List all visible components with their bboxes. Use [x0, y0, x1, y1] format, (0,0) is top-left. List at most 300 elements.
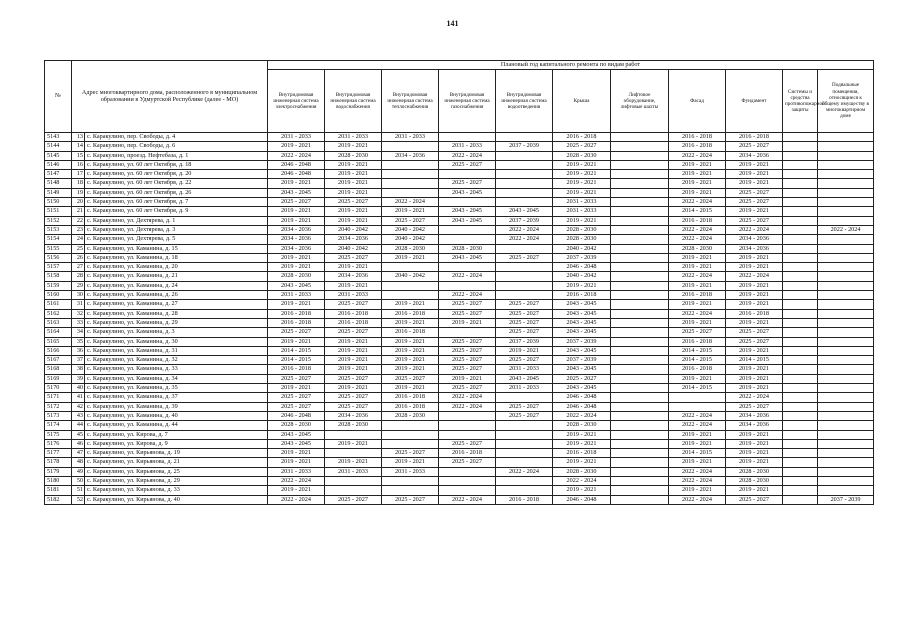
row-period-cell: [325, 476, 382, 485]
row-period-cell: [818, 151, 874, 160]
row-period-cell: 2019 - 2021: [325, 281, 382, 290]
row-period-cell: 2043 - 2045: [268, 281, 325, 290]
row-period-cell: [496, 281, 553, 290]
row-period-cell: 2043 - 2045: [553, 384, 611, 393]
row-period-cell: [818, 356, 874, 365]
row-number: 5148: [45, 179, 72, 188]
row-period-cell: 2016 - 2018: [382, 328, 439, 337]
row-period-cell: [382, 179, 439, 188]
row-period-cell: 2043 - 2045: [553, 328, 611, 337]
row-period-cell: [611, 207, 669, 216]
row-period-cell: 2016 - 2018: [268, 365, 325, 374]
row-period-cell: 2019 - 2021: [669, 458, 726, 467]
row-period-cell: [611, 458, 669, 467]
row-period-cell: [496, 486, 553, 495]
row-address: с. Каракулино, ул. 60 лет Октября, д. 9: [85, 207, 268, 216]
row-period-cell: 2014 - 2015: [669, 346, 726, 355]
row-period-cell: 2043 - 2045: [439, 188, 496, 197]
table-row: [45, 421, 874, 430]
row-period-cell: [783, 384, 818, 393]
row-period-cell: 2040 - 2042: [553, 244, 611, 253]
row-period-cell: 2040 - 2042: [382, 225, 439, 234]
row-period-cell: 2016 - 2018: [726, 133, 783, 142]
row-period-cell: 2025 - 2027: [439, 160, 496, 169]
row-period-cell: [439, 328, 496, 337]
row-period-cell: 2031 - 2033: [382, 467, 439, 476]
row-period-cell: [611, 476, 669, 485]
row-period-cell: 2025 - 2027: [726, 328, 783, 337]
row-period-cell: [818, 142, 874, 151]
row-period-cell: [818, 253, 874, 262]
row-period-cell: 2025 - 2027: [726, 198, 783, 207]
row-number: 5156: [45, 253, 72, 262]
row-address: с. Каракулино, ул. Каманина, д. 39: [85, 402, 268, 411]
row-period-cell: [611, 225, 669, 234]
row-number: 5143: [45, 133, 72, 142]
row-period-cell: [818, 244, 874, 253]
table-row: [45, 486, 874, 495]
row-period-cell: 2025 - 2027: [325, 393, 382, 402]
row-period-cell: 2016 - 2018: [268, 318, 325, 327]
row-period-cell: 2019 - 2021: [726, 263, 783, 272]
row-local-number: 15: [72, 151, 85, 160]
row-period-cell: [818, 411, 874, 420]
row-period-cell: 2016 - 2018: [553, 133, 611, 142]
row-period-cell: 2019 - 2021: [726, 430, 783, 439]
row-period-cell: [783, 374, 818, 383]
row-period-cell: 2037 - 2039: [553, 337, 611, 346]
row-local-number: 14: [72, 142, 85, 151]
row-period-cell: [783, 346, 818, 355]
row-period-cell: 2019 - 2021: [268, 337, 325, 346]
header-work-type: Внутридомовая инженерная система газоснабжения: [439, 70, 496, 133]
row-number: 5149: [45, 188, 72, 197]
table-row: [45, 430, 874, 439]
row-period-cell: 2031 - 2033: [325, 291, 382, 300]
row-period-cell: 2028 - 2030: [669, 244, 726, 253]
row-period-cell: 2019 - 2021: [726, 384, 783, 393]
row-address: с. Каракулино, ул. Дехтярева, д. 5: [85, 235, 268, 244]
row-period-cell: [611, 170, 669, 179]
row-period-cell: 2046 - 2048: [553, 402, 611, 411]
row-period-cell: 2025 - 2027: [669, 328, 726, 337]
row-period-cell: 2025 - 2027: [496, 300, 553, 309]
row-period-cell: 2046 - 2048: [553, 263, 611, 272]
row-period-cell: 2043 - 2045: [439, 207, 496, 216]
row-period-cell: 2019 - 2021: [553, 430, 611, 439]
row-number: 5171: [45, 393, 72, 402]
row-period-cell: 2019 - 2021: [382, 384, 439, 393]
row-period-cell: [783, 486, 818, 495]
row-period-cell: 2019 - 2021: [268, 384, 325, 393]
row-period-cell: 2022 - 2024: [669, 272, 726, 281]
row-period-cell: [611, 365, 669, 374]
row-period-cell: 2019 - 2021: [268, 458, 325, 467]
row-period-cell: [611, 142, 669, 151]
row-period-cell: 2037 - 2039: [553, 253, 611, 262]
row-period-cell: 2025 - 2027: [268, 402, 325, 411]
row-period-cell: 2028 - 2030: [553, 467, 611, 476]
row-period-cell: 2025 - 2027: [439, 300, 496, 309]
row-period-cell: 2028 - 2030: [268, 421, 325, 430]
row-period-cell: [611, 421, 669, 430]
row-period-cell: 2028 - 2030: [268, 272, 325, 281]
table-row: [45, 439, 874, 448]
row-period-cell: [818, 133, 874, 142]
row-period-cell: [611, 235, 669, 244]
row-period-cell: [496, 393, 553, 402]
row-period-cell: [496, 151, 553, 160]
row-period-cell: 2016 - 2018: [669, 291, 726, 300]
table-row: [45, 393, 874, 402]
row-period-cell: [611, 356, 669, 365]
row-period-cell: [382, 439, 439, 448]
header-work-type: Внутридомовая инженерная система теплоснабжения: [382, 70, 439, 133]
row-period-cell: 2034 - 2036: [726, 421, 783, 430]
row-period-cell: [611, 244, 669, 253]
row-local-number: 23: [72, 225, 85, 234]
row-local-number: 39: [72, 374, 85, 383]
table-row: [45, 188, 874, 197]
row-period-cell: 2025 - 2027: [553, 142, 611, 151]
row-local-number: 48: [72, 458, 85, 467]
row-period-cell: [439, 281, 496, 290]
row-period-cell: [382, 170, 439, 179]
row-period-cell: [496, 272, 553, 281]
row-period-cell: [818, 188, 874, 197]
row-period-cell: 2016 - 2018: [439, 449, 496, 458]
row-period-cell: 2019 - 2021: [726, 207, 783, 216]
row-period-cell: [783, 291, 818, 300]
row-period-cell: [783, 225, 818, 234]
row-number: 5174: [45, 421, 72, 430]
row-period-cell: 2025 - 2027: [726, 337, 783, 346]
row-local-number: 46: [72, 439, 85, 448]
row-period-cell: 2019 - 2021: [325, 188, 382, 197]
row-period-cell: [611, 151, 669, 160]
row-number: 5172: [45, 402, 72, 411]
row-period-cell: 2019 - 2021: [382, 318, 439, 327]
row-period-cell: [611, 253, 669, 262]
row-address: с. Каракулино, ул. Кирьянова, д. 25: [85, 467, 268, 476]
row-period-cell: 2022 - 2024: [439, 291, 496, 300]
row-period-cell: [496, 133, 553, 142]
row-period-cell: 2037 - 2039: [818, 495, 874, 504]
row-period-cell: [439, 225, 496, 234]
row-period-cell: 2025 - 2027: [496, 356, 553, 365]
row-local-number: 47: [72, 449, 85, 458]
row-period-cell: [783, 421, 818, 430]
row-period-cell: 2022 - 2024: [439, 272, 496, 281]
row-period-cell: 2019 - 2021: [726, 458, 783, 467]
row-period-cell: 2019 - 2021: [726, 439, 783, 448]
row-period-cell: 2022 - 2024: [669, 421, 726, 430]
row-period-cell: 2025 - 2027: [382, 449, 439, 458]
row-period-cell: [783, 328, 818, 337]
header-work-type: Подвальные помещения, относящиеся к общему имуществу в многоквартирном доме: [818, 70, 874, 133]
row-period-cell: [783, 411, 818, 420]
table-row: [45, 263, 874, 272]
row-address: с. Каракулино, ул. Каманина, д. 35: [85, 384, 268, 393]
row-period-cell: 2019 - 2021: [325, 337, 382, 346]
row-period-cell: [611, 216, 669, 225]
row-period-cell: 2046 - 2048: [553, 495, 611, 504]
row-period-cell: [783, 160, 818, 169]
row-period-cell: 2019 - 2021: [553, 170, 611, 179]
row-period-cell: [439, 421, 496, 430]
header-work-type: Внутридомовая инженерная система электроснабжения: [268, 70, 325, 133]
row-period-cell: 2022 - 2024: [496, 235, 553, 244]
row-period-cell: 2028 - 2030: [553, 151, 611, 160]
row-local-number: 52: [72, 495, 85, 504]
row-local-number: 35: [72, 337, 85, 346]
row-number: 5153: [45, 225, 72, 234]
row-period-cell: [783, 309, 818, 318]
row-period-cell: 2019 - 2021: [553, 281, 611, 290]
row-period-cell: [611, 449, 669, 458]
row-period-cell: [611, 430, 669, 439]
row-period-cell: 2025 - 2027: [496, 328, 553, 337]
row-address: с. Каракулино, ул. Каманина, д. 40: [85, 411, 268, 420]
row-period-cell: [496, 179, 553, 188]
row-period-cell: 2022 - 2024: [726, 225, 783, 234]
row-period-cell: 2040 - 2042: [382, 235, 439, 244]
row-period-cell: 2028 - 2030: [553, 235, 611, 244]
capital-repair-table: [44, 60, 874, 505]
row-period-cell: 2019 - 2021: [726, 253, 783, 262]
row-period-cell: 2025 - 2027: [726, 402, 783, 411]
row-period-cell: 2019 - 2021: [268, 216, 325, 225]
row-period-cell: 2043 - 2045: [268, 439, 325, 448]
row-number: 5165: [45, 337, 72, 346]
row-period-cell: 2043 - 2045: [439, 216, 496, 225]
row-period-cell: 2031 - 2033: [268, 291, 325, 300]
row-period-cell: [669, 393, 726, 402]
row-period-cell: 2016 - 2018: [669, 365, 726, 374]
row-period-cell: [325, 449, 382, 458]
row-period-cell: [496, 170, 553, 179]
row-period-cell: [496, 449, 553, 458]
row-period-cell: [783, 476, 818, 485]
row-number: 5145: [45, 151, 72, 160]
row-period-cell: [818, 309, 874, 318]
row-period-cell: 2025 - 2027: [325, 495, 382, 504]
row-period-cell: 2025 - 2027: [268, 374, 325, 383]
row-address: с. Каракулино, ул. Кирова, д. 7: [85, 430, 268, 439]
row-period-cell: 2025 - 2027: [553, 374, 611, 383]
row-period-cell: [439, 170, 496, 179]
row-period-cell: 2019 - 2021: [325, 216, 382, 225]
row-period-cell: 2031 - 2033: [268, 467, 325, 476]
row-period-cell: [439, 263, 496, 272]
row-period-cell: 2025 - 2027: [496, 411, 553, 420]
row-period-cell: 2022 - 2024: [669, 235, 726, 244]
row-period-cell: 2037 - 2039: [496, 337, 553, 346]
row-address: с. Каракулино, ул. Каманина, д. 44: [85, 421, 268, 430]
row-period-cell: 2014 - 2015: [669, 207, 726, 216]
row-period-cell: 2019 - 2021: [726, 374, 783, 383]
row-period-cell: 2025 - 2027: [496, 309, 553, 318]
row-period-cell: 2022 - 2024: [669, 151, 726, 160]
row-address: с. Каракулино, ул. Каманина, д. 29: [85, 318, 268, 327]
row-address: с. Каракулино, ул. 60 лет Октября, д. 7: [85, 198, 268, 207]
row-number: 5162: [45, 309, 72, 318]
row-period-cell: 2019 - 2021: [439, 374, 496, 383]
header-work-type: Фундамент: [726, 70, 783, 133]
row-period-cell: [783, 170, 818, 179]
row-period-cell: 2019 - 2021: [325, 365, 382, 374]
row-period-cell: 2028 - 2030: [726, 467, 783, 476]
header-address: Адрес многоквартирного дома, расположенного в муниципальном образовании в Удмуртской Республике (далее - МО): [72, 61, 268, 133]
row-period-cell: 2019 - 2021: [726, 300, 783, 309]
row-local-number: 29: [72, 281, 85, 290]
row-period-cell: 2025 - 2027: [726, 142, 783, 151]
row-period-cell: 2022 - 2024: [669, 467, 726, 476]
row-period-cell: 2019 - 2021: [553, 486, 611, 495]
row-period-cell: 2016 - 2018: [553, 449, 611, 458]
row-number: 5175: [45, 430, 72, 439]
row-period-cell: 2019 - 2021: [553, 188, 611, 197]
row-period-cell: [783, 151, 818, 160]
table-row: [45, 142, 874, 151]
row-number: 5169: [45, 374, 72, 383]
row-address: с. Каракулино, ул. Каманина, д. 24: [85, 281, 268, 290]
row-period-cell: 2019 - 2021: [669, 486, 726, 495]
row-period-cell: 2031 - 2033: [553, 198, 611, 207]
row-period-cell: 2019 - 2021: [268, 263, 325, 272]
row-period-cell: 2016 - 2018: [669, 337, 726, 346]
row-address: с. Каракулино, ул. Каманина, д. 28: [85, 309, 268, 318]
row-period-cell: 2043 - 2045: [553, 300, 611, 309]
row-period-cell: 2019 - 2021: [325, 160, 382, 169]
row-period-cell: [439, 133, 496, 142]
row-period-cell: 2037 - 2039: [553, 356, 611, 365]
row-period-cell: 2031 - 2033: [553, 207, 611, 216]
row-address: с. Каракулино, ул. 60 лет Октября, д. 18: [85, 160, 268, 169]
row-local-number: 38: [72, 365, 85, 374]
row-period-cell: 2022 - 2024: [382, 198, 439, 207]
header-work-type: Внутридомовая инженерная система водоотведения: [496, 70, 553, 133]
row-period-cell: 2025 - 2027: [439, 337, 496, 346]
row-period-cell: 2019 - 2021: [553, 160, 611, 169]
row-period-cell: [496, 439, 553, 448]
row-number: 5147: [45, 170, 72, 179]
row-period-cell: 2019 - 2021: [325, 356, 382, 365]
row-period-cell: [382, 476, 439, 485]
row-period-cell: [496, 430, 553, 439]
row-local-number: 33: [72, 318, 85, 327]
row-period-cell: [783, 133, 818, 142]
row-address: с. Каракулино, ул. 60 лет Октября, д. 26: [85, 188, 268, 197]
row-period-cell: 2016 - 2018: [325, 309, 382, 318]
row-period-cell: [818, 300, 874, 309]
row-period-cell: [439, 430, 496, 439]
row-period-cell: 2043 - 2045: [553, 309, 611, 318]
row-period-cell: 2034 - 2036: [726, 151, 783, 160]
row-period-cell: 2019 - 2021: [325, 142, 382, 151]
row-period-cell: 2025 - 2027: [268, 393, 325, 402]
row-local-number: 43: [72, 411, 85, 420]
row-period-cell: 2034 - 2036: [726, 235, 783, 244]
row-period-cell: [611, 309, 669, 318]
row-period-cell: 2019 - 2021: [268, 486, 325, 495]
row-period-cell: [818, 402, 874, 411]
row-address: с. Каракулино, ул. Каманина, д. 20: [85, 263, 268, 272]
row-address: с. Каракулино, ул. 60 лет Октября, д. 22: [85, 179, 268, 188]
row-period-cell: 2019 - 2021: [325, 207, 382, 216]
row-period-cell: [818, 291, 874, 300]
row-period-cell: 2019 - 2021: [382, 458, 439, 467]
row-period-cell: 2019 - 2021: [268, 300, 325, 309]
row-period-cell: 2022 - 2024: [669, 309, 726, 318]
row-number: 5163: [45, 318, 72, 327]
row-address: с. Каракулино, ул. Каманина, д. 34: [85, 374, 268, 383]
row-period-cell: 2025 - 2027: [439, 439, 496, 448]
row-number: 5159: [45, 281, 72, 290]
row-period-cell: 2014 - 2015: [268, 356, 325, 365]
row-period-cell: 2019 - 2021: [726, 486, 783, 495]
row-period-cell: 2019 - 2021: [726, 365, 783, 374]
row-period-cell: [818, 216, 874, 225]
row-period-cell: [496, 244, 553, 253]
row-period-cell: 2043 - 2045: [553, 365, 611, 374]
table-row: [45, 151, 874, 160]
row-address: с. Каракулино, ул. Кирьянова, д. 19: [85, 449, 268, 458]
row-period-cell: [382, 263, 439, 272]
table-row: [45, 272, 874, 281]
row-period-cell: [611, 411, 669, 420]
row-period-cell: 2019 - 2021: [553, 216, 611, 225]
row-period-cell: 2025 - 2027: [439, 346, 496, 355]
row-period-cell: [783, 495, 818, 504]
row-period-cell: [818, 439, 874, 448]
table-row: [45, 467, 874, 476]
row-period-cell: [611, 133, 669, 142]
table-row: [45, 384, 874, 393]
row-address: с. Каракулино, ул. Каманина, д. 33: [85, 365, 268, 374]
row-period-cell: [611, 374, 669, 383]
row-period-cell: 2019 - 2021: [382, 253, 439, 262]
row-period-cell: 2019 - 2021: [726, 160, 783, 169]
row-period-cell: 2040 - 2042: [553, 272, 611, 281]
row-period-cell: [496, 188, 553, 197]
row-period-cell: [783, 356, 818, 365]
row-number: 5173: [45, 411, 72, 420]
row-period-cell: 2019 - 2021: [268, 179, 325, 188]
table-row: [45, 495, 874, 504]
row-period-cell: 2025 - 2027: [382, 495, 439, 504]
row-period-cell: [611, 160, 669, 169]
row-period-cell: 2019 - 2021: [669, 160, 726, 169]
row-local-number: 20: [72, 198, 85, 207]
table-row: [45, 402, 874, 411]
row-period-cell: [783, 281, 818, 290]
row-period-cell: [783, 142, 818, 151]
row-number: 5158: [45, 272, 72, 281]
row-period-cell: 2016 - 2018: [325, 318, 382, 327]
row-period-cell: 2028 - 2030: [325, 151, 382, 160]
row-number: 5151: [45, 207, 72, 216]
row-period-cell: [818, 467, 874, 476]
row-period-cell: 2025 - 2027: [325, 374, 382, 383]
row-period-cell: 2019 - 2021: [553, 179, 611, 188]
row-address: с. Каракулино, ул. Дехтярева, д. 3: [85, 225, 268, 234]
row-period-cell: 2022 - 2024: [669, 225, 726, 234]
row-address: с. Каракулино, ул. Дехтярева, д. 1: [85, 216, 268, 225]
row-period-cell: [783, 188, 818, 197]
row-period-cell: 2019 - 2021: [439, 318, 496, 327]
row-period-cell: [496, 263, 553, 272]
